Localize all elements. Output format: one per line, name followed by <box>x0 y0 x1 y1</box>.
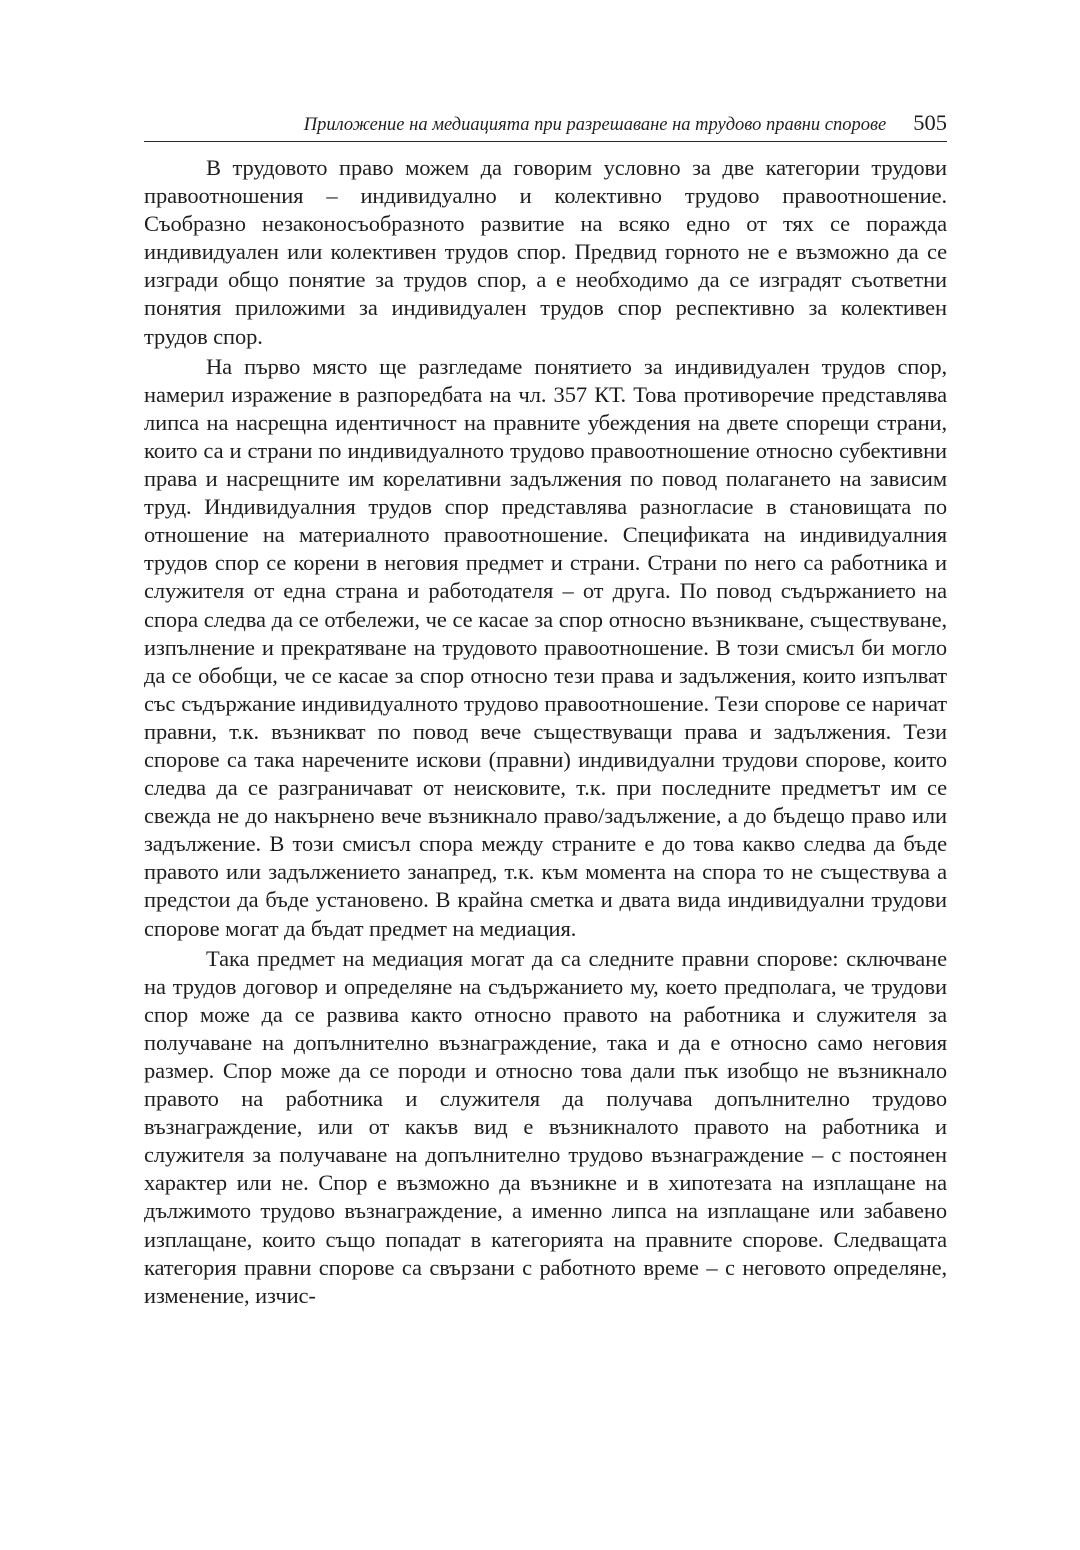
paragraph-2: На първо място ще разгледаме понятието за индивидуален трудов спор, намерил изражение в разпоредбата на чл. 357 КТ. Това противоречие представлява липса на насрещна идентичност на правните убеждения на двете спорещи страни, които са и страни по индивидуалното трудово правоотношение относно субективни права и насрещните им корелативни задължения по повод полагането на зависим труд. Индивидуалния трудов спор представлява разногласие в становищата по отношение на материалното правоотношение. Спецификата на индивидуалния трудов спор се корени в неговия предмет и страни. Страни по него са работника и служителя от една страна и работодателя – от друга. По повод съдържанието на спора следва да се отбележи, че се касае за спор относно възникване, съществуване, изпълнение и прекратяване на трудовото правоотношение. В този смисъл би могло да се обобщи, че се касае за спор относно тези права и задължения, които изпълват със съдържание индивидуалното трудово правоотношение. Тези спорове се наричат правни, т.к. възникват по повод вече съществуващи права и задължения. Тези спорове са така наречените искови (правни) индивидуални трудови спорове, които следва да се разграничават от неисковите, т.к. при последните предметът им се свежда не до накърнено вече възникнало право/задължение, а до бъдещо право или задължение. В този смисъл спора между страните е до това какво следва да бъде правото или задължението занапред, т.к. към момента на спора то не съществува а предстои да бъде установено. В крайна сметка и двата вида индивидуални трудови спорове могат да бъдат предмет на медиация. <box>144 353 947 941</box>
body-text <box>144 154 947 1310</box>
running-header <box>144 112 947 142</box>
running-header-title: Приложение на медиацията при разрешаване на трудово правни спорове <box>303 115 887 135</box>
book-page <box>144 112 947 1310</box>
page-number: 505 <box>913 110 947 135</box>
paragraph-1: В трудовото право можем да говорим условно за две категории трудови правоотношения – индивидуално и колективно трудово правоотношение. Съобразно незаконосъобразното развитие на всяко едно от тях се поражда индивидуален или колективен трудов спор. Предвид горното не е възможно да се изгради общо понятие за трудов спор, а е необходимо да се изградят съответни понятия приложими за индивидуален трудов спор респективно за колективен трудов спор. <box>144 155 947 349</box>
paragraph-3: Така предмет на медиация могат да са следните правни спорове: сключване на трудов договор и определяне на съдържанието му, което предполага, че трудови спор може да се развива както относно правото на работника и служителя за получаване на допълнително възнаграждение, така и да е относно само неговия размер. Спор може да се породи и относно това дали пък изобщо не възникнало правото на работника и служителя да получава допълнително трудово възнаграждение, или от какъв вид е възникналото правото на работника и служителя за получаване на допълнително трудово възнаграждение – с постоянен характер или не. Спор е възможно да възникне и в хипотезата на изплащане на дължимото трудово възнаграждение, а именно липса на изплащане или забавено изплащане, които също попадат в категорията на правните спорове. Следващата категория правни спорове са свързани с работното време – с неговото определяне, изменение, изчис- <box>144 945 947 1308</box>
